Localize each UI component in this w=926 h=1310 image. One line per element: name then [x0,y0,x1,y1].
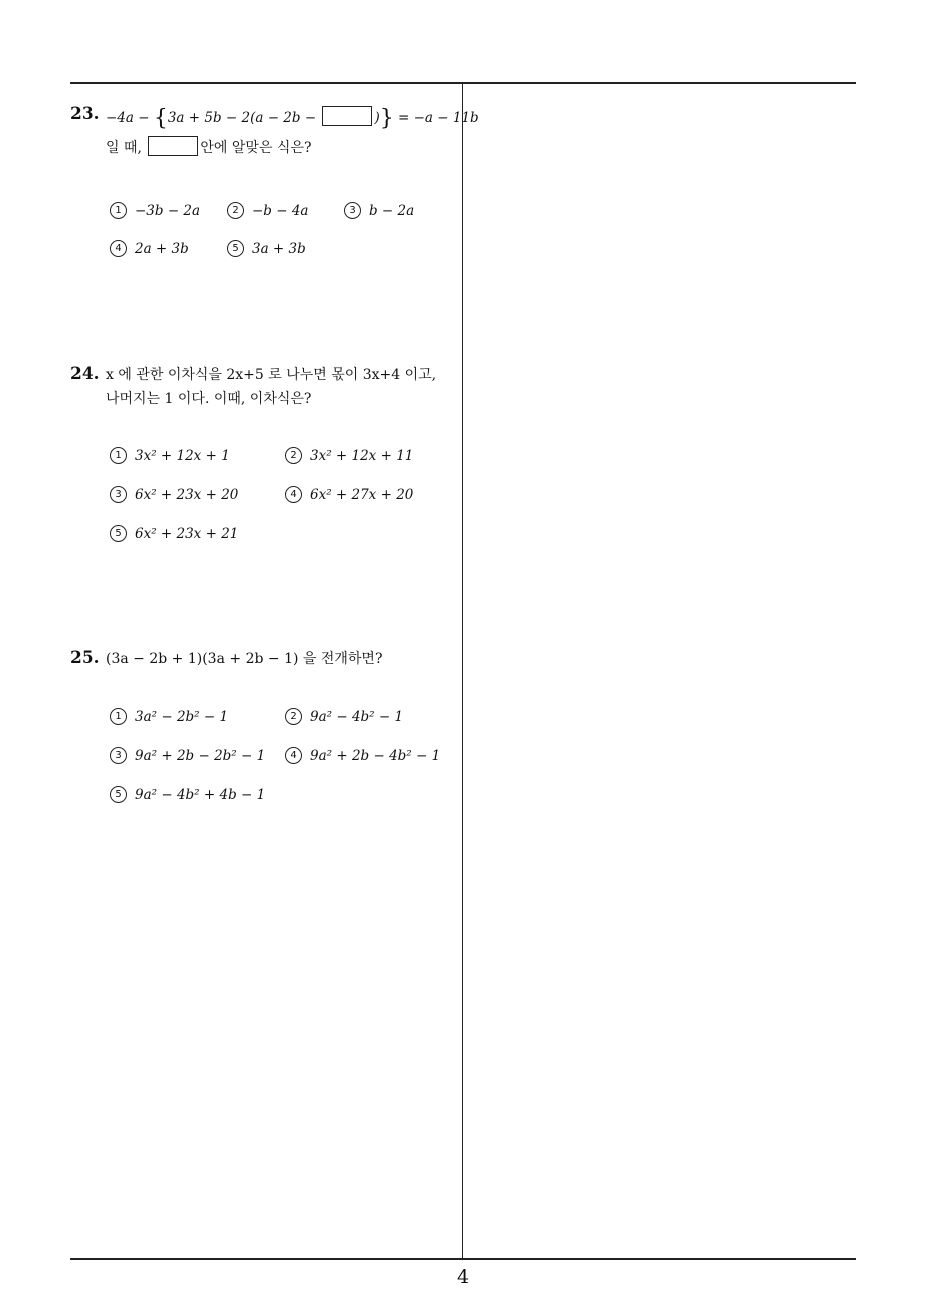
stem-expression-close: ) [374,110,380,126]
option-5[interactable] [110,786,265,803]
option-3[interactable] [344,202,414,219]
stem-expression-end: = −a − 11b [393,110,479,126]
option-4[interactable] [285,486,413,503]
option-marker: 3 [110,747,127,764]
option-1[interactable] [110,202,200,219]
option-2[interactable] [227,202,309,219]
option-marker: 5 [110,786,127,803]
stem-expression-inner: 3a + 5b − 2(a − 2b − [167,110,321,126]
column-divider [462,82,463,1259]
right-brace: } [379,106,394,131]
stem-text-post: 안에 알맞은 식은? [200,140,312,156]
option-marker: 4 [285,486,302,503]
option-text: 3x² + 12x + 11 [310,447,414,464]
question-stem-line2: 나머지는 1 이다. 이때, 이차식은? [106,391,312,407]
option-text: 9a² − 4b² + 4b − 1 [135,786,266,803]
option-marker: 2 [285,447,302,464]
option-1[interactable] [110,447,230,464]
page-number: 4 [456,1266,470,1288]
option-text: 2a + 3b [135,240,189,257]
question-stem-line1 [106,106,479,131]
question-number: 23. [70,104,100,124]
option-5[interactable] [227,240,306,257]
option-text: 6x² + 23x + 21 [135,525,239,542]
option-text: 9a² − 4b² − 1 [310,708,404,725]
question-stem-line1: (3a − 2b + 1)(3a + 2b − 1) 을 전개하면? [106,651,383,667]
option-2[interactable] [285,447,413,464]
option-text: −3b − 2a [135,202,201,219]
answer-blank-box [322,106,372,126]
option-marker: 1 [110,708,127,725]
answer-blank-box [148,136,198,156]
stem-text-pre: 일 때, [106,140,147,156]
option-marker: 1 [110,202,127,219]
left-brace: { [153,106,168,131]
option-marker: 4 [110,240,127,257]
option-text: 6x² + 27x + 20 [310,486,414,503]
option-marker: 3 [344,202,361,219]
stem-expression-start: −4a − [106,110,154,126]
option-text: 9a² + 2b − 4b² − 1 [310,747,441,764]
option-text: 9a² + 2b − 2b² − 1 [135,747,266,764]
option-text: 3a² − 2b² − 1 [135,708,229,725]
option-marker: 4 [285,747,302,764]
option-marker: 3 [110,486,127,503]
option-marker: 5 [227,240,244,257]
question-stem-line2 [106,136,311,157]
question-number: 25. [70,648,100,668]
option-text: 3a + 3b [252,240,306,257]
option-text: 6x² + 23x + 20 [135,486,239,503]
option-text: 3x² + 12x + 1 [135,447,230,464]
question-stem-line1: x 에 관한 이차식을 2x+5 로 나누면 몫이 3x+4 이고, [106,367,437,383]
option-1[interactable] [110,708,228,725]
option-marker: 2 [285,708,302,725]
option-4[interactable] [285,747,440,764]
question-number: 24. [70,364,100,384]
option-3[interactable] [110,486,238,503]
option-marker: 2 [227,202,244,219]
option-2[interactable] [285,708,403,725]
option-marker: 1 [110,447,127,464]
option-text: −b − 4a [252,202,309,219]
option-marker: 5 [110,525,127,542]
option-text: b − 2a [369,202,415,219]
bottom-rule [70,1258,856,1260]
option-3[interactable] [110,747,265,764]
option-4[interactable] [110,240,189,257]
option-5[interactable] [110,525,238,542]
